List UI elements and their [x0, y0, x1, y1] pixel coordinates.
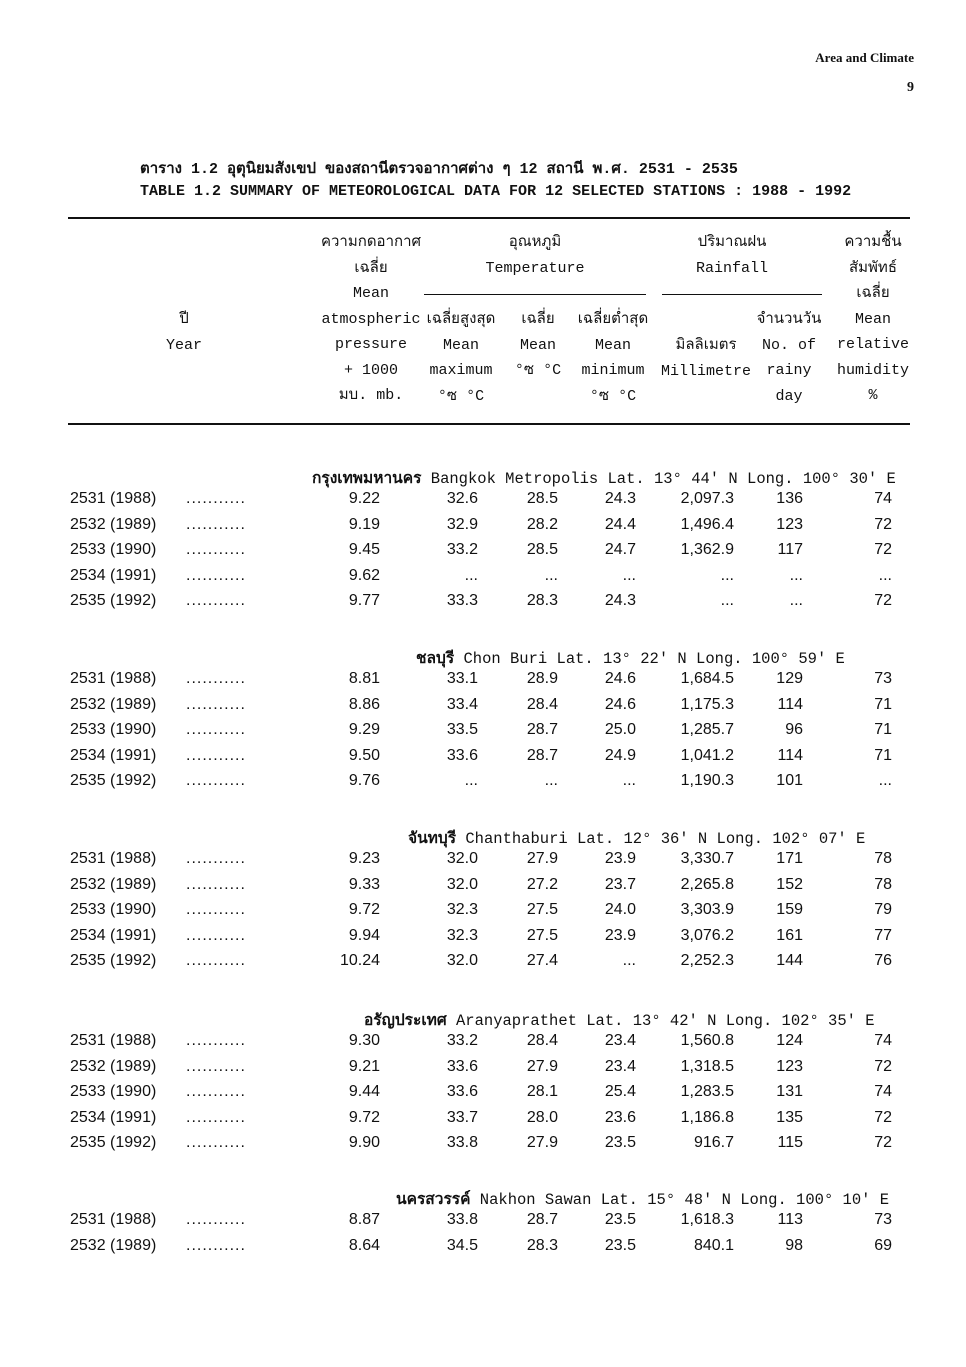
value-cell: ...	[464, 772, 478, 790]
value-cell: 23.5	[604, 1211, 636, 1228]
station-coordinates: Chanthaburi Lat. 12° 36' N Long. 102° 07' E	[465, 830, 866, 848]
station-name-thai: อรัญประเทศ	[364, 1012, 447, 1030]
value-cell: 1,175.3	[680, 695, 734, 713]
value-cell: 24.6	[604, 670, 636, 687]
value-cell: 73	[874, 1211, 892, 1228]
year-cell: 2531 (1988)	[70, 850, 157, 867]
table-row	[0, 721, 966, 747]
value-cell: 74	[874, 490, 892, 507]
value-cell: 1,041.2	[680, 746, 734, 764]
station-name-thai: กรุงเทพมหานคร	[312, 470, 422, 488]
col-header-mean-temp: เฉลี่ย Mean °ซ °C	[514, 311, 562, 379]
value-cell: 34.5	[446, 1236, 478, 1254]
value-cell: 2,265.8	[680, 875, 734, 893]
value-cell: 115	[777, 1134, 803, 1152]
value-cell: 33.1	[446, 670, 478, 687]
value-cell: 24.0	[604, 901, 636, 919]
table-row	[0, 927, 966, 953]
value-cell: 33.6	[446, 746, 478, 764]
value-cell: 9.21	[348, 1057, 380, 1075]
value-cell: 74	[874, 1032, 892, 1049]
col-header-year: ปี Year	[165, 311, 202, 354]
leader-dots: ...........	[186, 850, 246, 867]
value-cell: 33.2	[446, 541, 478, 559]
value-cell: ...	[720, 566, 734, 584]
value-cell: 72	[874, 1134, 892, 1152]
leader-dots: ...........	[186, 772, 246, 790]
value-cell: 8.64	[348, 1236, 380, 1254]
temperature-group-rule	[424, 294, 646, 295]
value-cell: 28.4	[526, 695, 558, 713]
value-cell: 33.3	[446, 592, 478, 610]
value-cell: 123	[776, 1057, 803, 1075]
value-cell: 9.90	[348, 1134, 380, 1152]
leader-dots: ...........	[186, 952, 246, 970]
page-number: 9	[907, 80, 914, 95]
leader-dots: ...........	[186, 566, 246, 584]
year-cell: 2533 (1990)	[70, 721, 157, 739]
year-cell: 2535 (1992)	[70, 1134, 157, 1152]
table-row	[0, 1134, 966, 1160]
table-row	[0, 901, 966, 927]
value-cell: 28.5	[526, 541, 558, 559]
value-cell: 23.4	[604, 1032, 636, 1049]
value-cell: 114	[777, 746, 803, 764]
leader-dots: ...........	[186, 670, 246, 687]
value-cell: 28.9	[526, 670, 558, 687]
leader-dots: ...........	[186, 1236, 246, 1254]
station-label	[364, 1007, 875, 1032]
value-cell: 98	[785, 1236, 803, 1254]
col-group-rainfall: ปริมาณฝน Rainfall	[695, 234, 768, 277]
value-cell: 74	[874, 1083, 892, 1101]
value-cell: 8.86	[348, 695, 380, 713]
station-label	[416, 645, 845, 670]
value-cell: 72	[874, 592, 892, 610]
value-cell: 32.0	[446, 850, 478, 867]
value-cell: ...	[622, 952, 636, 970]
value-cell: 2,097.3	[680, 490, 734, 507]
value-cell: 144	[776, 952, 803, 970]
year-cell: 2532 (1989)	[70, 1057, 157, 1075]
leader-dots: ...........	[186, 490, 246, 507]
table-row	[0, 516, 966, 542]
value-cell: 79	[874, 901, 892, 919]
value-cell: 9.33	[348, 875, 380, 893]
value-cell: 28.2	[526, 515, 558, 533]
table-row	[0, 850, 966, 876]
station-name-thai: ชลบุรี	[416, 650, 455, 668]
value-cell: 24.3	[604, 490, 636, 507]
value-cell: 101	[776, 772, 803, 790]
year-cell: 2531 (1988)	[70, 1211, 157, 1228]
leader-dots: ...........	[186, 1083, 246, 1101]
value-cell: 27.5	[526, 901, 558, 919]
value-cell: 1,684.5	[680, 670, 734, 687]
value-cell: 71	[874, 721, 892, 739]
value-cell: 72	[874, 541, 892, 559]
year-cell: 2535 (1992)	[70, 592, 157, 610]
table-row	[0, 696, 966, 722]
value-cell: 9.72	[348, 901, 380, 919]
value-cell: 9.94	[348, 926, 380, 944]
year-cell: 2532 (1989)	[70, 1236, 157, 1254]
value-cell: 3,076.2	[680, 926, 734, 944]
value-cell: 114	[777, 695, 803, 713]
value-cell: 33.6	[446, 1083, 478, 1101]
value-cell: 9.44	[348, 1083, 380, 1101]
leader-dots: ...........	[186, 1211, 246, 1228]
value-cell: 77	[874, 926, 892, 944]
value-cell: 27.9	[526, 850, 558, 867]
value-cell: 23.5	[604, 1236, 636, 1254]
value-cell: 9.76	[348, 772, 380, 790]
value-cell: 72	[874, 1057, 892, 1075]
value-cell: 27.9	[526, 1057, 558, 1075]
leader-dots: ...........	[186, 901, 246, 919]
value-cell: 28.4	[526, 1032, 558, 1049]
value-cell: 124	[776, 1032, 803, 1049]
value-cell: 9.19	[348, 515, 380, 533]
col-header-mean-max: เฉลี่ยสูงสุด Mean maximum °ซ °C	[426, 311, 496, 405]
value-cell: ...	[464, 566, 478, 584]
value-cell: 9.23	[348, 850, 380, 867]
value-cell: 129	[776, 670, 803, 687]
table-row	[0, 952, 966, 978]
value-cell: 33.2	[446, 1032, 478, 1049]
table-row	[0, 592, 966, 618]
year-cell: 2534 (1991)	[70, 746, 157, 764]
table-title-english: TABLE 1.2 SUMMARY OF METEOROLOGICAL DATA FOR 12 SELECTED STATIONS : 1988 - 1992	[140, 183, 852, 200]
value-cell: 131	[776, 1083, 803, 1101]
year-cell: 2533 (1990)	[70, 541, 157, 559]
station-name-thai: จันทบุรี	[408, 830, 457, 848]
station-coordinates: Aranyaprathet Lat. 13° 42' N Long. 102° 35' E	[456, 1012, 875, 1030]
value-cell: 23.5	[604, 1134, 636, 1152]
leader-dots: ...........	[186, 541, 246, 559]
value-cell: 23.9	[604, 926, 636, 944]
leader-dots: ...........	[186, 746, 246, 764]
value-cell: 171	[776, 850, 803, 867]
leader-dots: ...........	[186, 926, 246, 944]
year-cell: 2531 (1988)	[70, 1032, 157, 1049]
value-cell: 28.5	[526, 490, 558, 507]
value-cell: 9.50	[348, 746, 380, 764]
value-cell: 23.4	[604, 1057, 636, 1075]
leader-dots: ...........	[186, 1134, 246, 1152]
col-header-mean-min: เฉลี่ยต่ำสุด Mean minimum °ซ °C	[577, 311, 649, 405]
leader-dots: ...........	[186, 1032, 246, 1049]
table-row	[0, 1237, 966, 1263]
value-cell: 161	[776, 926, 803, 944]
value-cell: 32.3	[446, 926, 478, 944]
value-cell: 9.30	[348, 1032, 380, 1049]
rainfall-group-rule	[662, 294, 822, 295]
value-cell: 28.0	[526, 1108, 558, 1126]
station-label	[312, 465, 896, 490]
value-cell: ...	[622, 772, 636, 790]
value-cell: 28.7	[526, 1211, 558, 1228]
value-cell: 152	[776, 875, 803, 893]
value-cell: 27.9	[526, 1134, 558, 1152]
value-cell: 159	[776, 901, 803, 919]
value-cell: 78	[874, 850, 892, 867]
value-cell: 72	[874, 515, 892, 533]
value-cell: 28.7	[526, 746, 558, 764]
value-cell: 23.9	[604, 850, 636, 867]
value-cell: 1,285.7	[680, 721, 734, 739]
value-cell: 78	[874, 875, 892, 893]
value-cell: 9.22	[348, 490, 380, 507]
value-cell: ...	[789, 566, 803, 584]
table-row	[0, 1083, 966, 1109]
value-cell: 916.7	[693, 1134, 734, 1152]
value-cell: 9.62	[348, 566, 380, 584]
station-coordinates: Chon Buri Lat. 13° 22' N Long. 100° 59' E	[463, 650, 845, 668]
value-cell: 33.8	[446, 1134, 478, 1152]
value-cell: 28.3	[526, 1236, 558, 1254]
value-cell: 1,186.8	[680, 1108, 734, 1126]
col-header-pressure: ความกดอากาศ เฉลี่ย Mean atmospheric pressure + 1000 มบ. mb.	[320, 234, 422, 404]
value-cell: ...	[544, 772, 558, 790]
station-label	[408, 825, 865, 850]
value-cell: 32.9	[446, 515, 478, 533]
value-cell: ...	[878, 566, 892, 584]
value-cell: 71	[874, 695, 892, 713]
value-cell: 23.7	[604, 875, 636, 893]
year-cell: 2532 (1989)	[70, 515, 157, 533]
table-row	[0, 1211, 966, 1237]
value-cell: 76	[874, 952, 892, 970]
year-cell: 2534 (1991)	[70, 926, 157, 944]
value-cell: 3,303.9	[680, 901, 734, 919]
table-row	[0, 490, 966, 516]
value-cell: 72	[874, 1108, 892, 1126]
value-cell: 8.81	[348, 670, 380, 687]
value-cell: ...	[622, 566, 636, 584]
year-cell: 2535 (1992)	[70, 772, 157, 790]
leader-dots: ...........	[186, 721, 246, 739]
leader-dots: ...........	[186, 515, 246, 533]
value-cell: 123	[776, 515, 803, 533]
table-title-thai: ตาราง 1.2 อุตุนิยมสังเขป ของสถานีตรวจอากาศต่าง ๆ 12 สถานี พ.ศ. 2531 - 2535	[140, 161, 738, 178]
value-cell: 73	[874, 670, 892, 687]
year-cell: 2531 (1988)	[70, 670, 157, 687]
value-cell: 28.7	[526, 721, 558, 739]
value-cell: 24.4	[604, 515, 636, 533]
value-cell: 1,618.3	[680, 1211, 734, 1228]
value-cell: ...	[720, 592, 734, 610]
year-cell: 2535 (1992)	[70, 952, 157, 970]
value-cell: 136	[776, 490, 803, 507]
table-row	[0, 541, 966, 567]
leader-dots: ...........	[186, 1108, 246, 1126]
value-cell: 1,496.4	[680, 515, 734, 533]
value-cell: 1,560.8	[680, 1032, 734, 1049]
value-cell: 3,330.7	[680, 850, 734, 867]
station-coordinates: Bangkok Metropolis Lat. 13° 44' N Long. 100° 30' E	[430, 470, 896, 488]
value-cell: 9.77	[348, 592, 380, 610]
year-cell: 2532 (1989)	[70, 695, 157, 713]
value-cell: 25.4	[604, 1083, 636, 1101]
value-cell: 117	[777, 541, 803, 559]
value-cell: 24.7	[604, 541, 636, 559]
value-cell: 33.8	[446, 1211, 478, 1228]
leader-dots: ...........	[186, 875, 246, 893]
value-cell: 33.4	[446, 695, 478, 713]
value-cell: 9.29	[348, 721, 380, 739]
value-cell: 135	[776, 1108, 803, 1126]
station-label	[396, 1186, 889, 1211]
value-cell: 1,362.9	[680, 541, 734, 559]
value-cell: 33.5	[446, 721, 478, 739]
value-cell: 33.6	[446, 1057, 478, 1075]
year-cell: 2532 (1989)	[70, 875, 157, 893]
value-cell: 32.6	[446, 490, 478, 507]
value-cell: 9.45	[348, 541, 380, 559]
table-row	[0, 670, 966, 696]
value-cell: 24.6	[604, 695, 636, 713]
col-header-humidity: ความชื้น สัมพัทธ์ เฉลี่ย Mean relative humidity %	[836, 234, 909, 404]
value-cell: 32.0	[446, 952, 478, 970]
value-cell: ...	[544, 566, 558, 584]
year-cell: 2534 (1991)	[70, 566, 157, 584]
value-cell: 28.3	[526, 592, 558, 610]
value-cell: 840.1	[693, 1236, 734, 1254]
table-row	[0, 876, 966, 902]
value-cell: 27.5	[526, 926, 558, 944]
value-cell: 1,190.3	[680, 772, 734, 790]
col-group-temperature: อุณหภูมิ Temperature	[485, 234, 585, 277]
table-row	[0, 772, 966, 798]
table-row	[0, 1032, 966, 1058]
header-bottom-rule	[68, 423, 910, 425]
header-top-rule	[68, 217, 910, 219]
value-cell: ...	[878, 772, 892, 790]
station-name-thai: นครสวรรค์	[396, 1191, 471, 1209]
value-cell: 33.7	[446, 1108, 478, 1126]
value-cell: 27.2	[526, 875, 558, 893]
station-coordinates: Nakhon Sawan Lat. 15° 48' N Long. 100° 10' E	[479, 1191, 890, 1209]
leader-dots: ...........	[186, 1057, 246, 1075]
value-cell: 96	[785, 721, 803, 739]
leader-dots: ...........	[186, 592, 246, 610]
value-cell: 2,252.3	[680, 952, 734, 970]
value-cell: 32.3	[446, 901, 478, 919]
table-row	[0, 1058, 966, 1084]
year-cell: 2531 (1988)	[70, 490, 157, 507]
col-header-millimetre: มิลลิเมตร Millimetre	[660, 337, 751, 380]
table-row	[0, 567, 966, 593]
col-header-rainy-days: จำนวนวัน No. of rainy day	[756, 311, 822, 405]
value-cell: 1,318.5	[680, 1057, 734, 1075]
table-row	[0, 1109, 966, 1135]
table-row	[0, 747, 966, 773]
value-cell: 71	[874, 746, 892, 764]
leader-dots: ...........	[186, 695, 246, 713]
value-cell: 28.1	[526, 1083, 558, 1101]
value-cell: 27.4	[526, 952, 558, 970]
value-cell: 69	[874, 1236, 892, 1254]
year-cell: 2533 (1990)	[70, 1083, 157, 1101]
year-cell: 2534 (1991)	[70, 1108, 157, 1126]
value-cell: 8.87	[348, 1211, 380, 1228]
year-cell: 2533 (1990)	[70, 901, 157, 919]
running-title: Area and Climate	[815, 50, 914, 65]
value-cell: ...	[789, 592, 803, 610]
value-cell: 113	[777, 1211, 803, 1228]
value-cell: 1,283.5	[680, 1083, 734, 1101]
value-cell: 25.0	[604, 721, 636, 739]
value-cell: 23.6	[604, 1108, 636, 1126]
value-cell: 24.3	[604, 592, 636, 610]
value-cell: 10.24	[339, 952, 380, 970]
value-cell: 32.0	[446, 875, 478, 893]
value-cell: 24.9	[604, 746, 636, 764]
value-cell: 9.72	[348, 1108, 380, 1126]
